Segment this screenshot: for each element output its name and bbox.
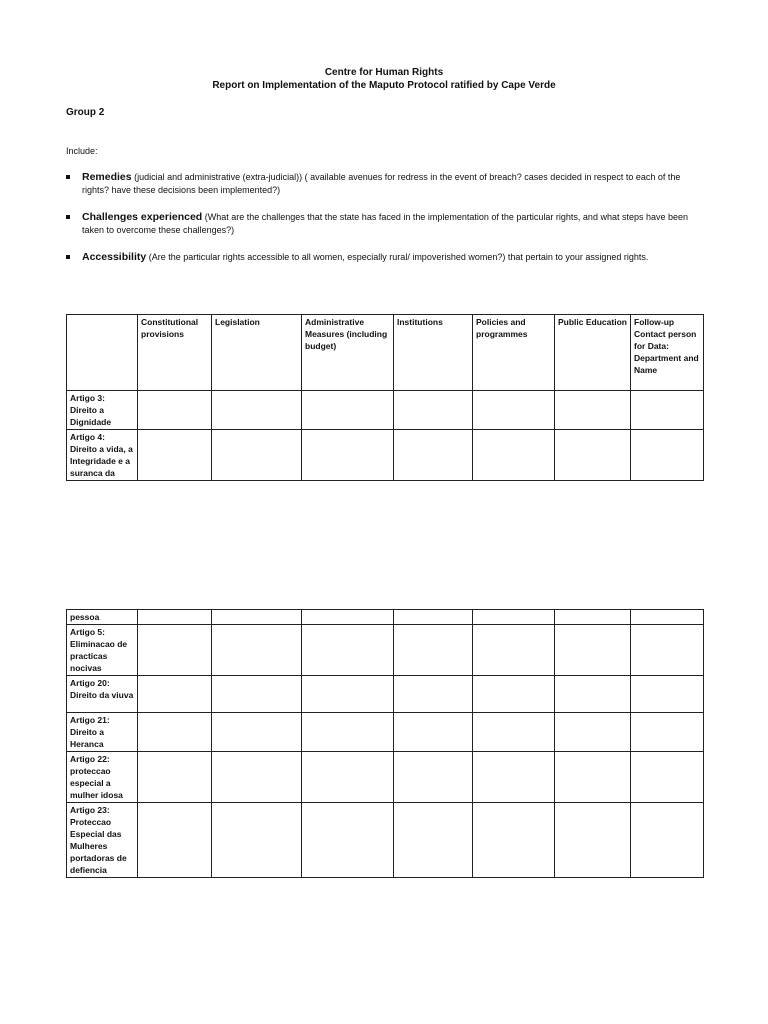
table-row [67, 610, 704, 625]
table-cell [555, 610, 631, 625]
list-item [66, 171, 696, 197]
table-cell [212, 713, 302, 752]
row-label: pessoa [67, 610, 138, 625]
table-row [67, 752, 704, 803]
implementation-table [66, 314, 704, 481]
table-cell [631, 803, 704, 878]
table-cell [631, 752, 704, 803]
table-cell [631, 430, 704, 481]
column-header: Public Education [555, 315, 631, 391]
document-title: Centre for Human Rights [324, 67, 444, 78]
table-header-row [67, 315, 704, 391]
table-cell [212, 676, 302, 713]
table-cell [302, 676, 394, 713]
bullet-term: Challenges experienced [82, 211, 203, 223]
table-row [67, 391, 704, 430]
table-cell [473, 430, 555, 481]
table-cell [555, 803, 631, 878]
table-cell [138, 430, 212, 481]
table-cell [394, 391, 473, 430]
table-cell [212, 430, 302, 481]
row-label: Artigo 21: Direito a Heranca [67, 713, 138, 752]
table-cell [555, 391, 631, 430]
table-cell [212, 752, 302, 803]
table-cell [473, 803, 555, 878]
column-header: Follow-up Contact person for Data: Department and Name [631, 315, 704, 391]
table-cell [473, 676, 555, 713]
row-label: Artigo 3: Direito a Dignidade [67, 391, 138, 430]
list-item [66, 251, 696, 264]
implementation-table-continued [66, 609, 704, 878]
table-cell [212, 391, 302, 430]
table-cell [394, 803, 473, 878]
column-header: Constitutional provisions [138, 315, 212, 391]
table-cell [555, 713, 631, 752]
table-cell [138, 610, 212, 625]
table-cell [212, 803, 302, 878]
table-cell [302, 752, 394, 803]
table-cell [138, 752, 212, 803]
table-cell [138, 625, 212, 676]
bullet-text: (Are the particular rights accessible to all women, especially rural/ impoverished women?) that pertain to your assigned rights. [146, 252, 649, 262]
bullet-icon [66, 255, 70, 259]
bullet-icon [66, 215, 70, 219]
row-label: Artigo 5: Eliminacao de practicas nocivas [67, 625, 138, 676]
table-cell [631, 391, 704, 430]
bullet-term: Remedies [82, 171, 132, 183]
table-cell [631, 625, 704, 676]
table-cell [302, 430, 394, 481]
row-label: Artigo 20: Direito da viuva [67, 676, 138, 713]
column-header [67, 315, 138, 391]
table-cell [394, 625, 473, 676]
table-cell [555, 430, 631, 481]
table-cell [138, 391, 212, 430]
table-cell [555, 676, 631, 713]
table-cell [473, 625, 555, 676]
row-label: Artigo 4: Direito a vida, a Integridade e a suranca da [67, 430, 138, 481]
document-subtitle: Report on Implementation of the Maputo Protocol ratified by Cape Verde [212, 80, 556, 91]
table-cell [473, 713, 555, 752]
table-cell [302, 625, 394, 676]
table-cell [302, 803, 394, 878]
table-cell [473, 752, 555, 803]
table-cell [212, 610, 302, 625]
column-header: Legislation [212, 315, 302, 391]
table-cell [555, 625, 631, 676]
table-cell [631, 610, 704, 625]
table-row [67, 430, 704, 481]
instruction-list [66, 171, 696, 278]
group-label: Group 2 [66, 107, 105, 118]
table-cell [138, 676, 212, 713]
bullet-icon [66, 175, 70, 179]
row-label: Artigo 22: proteccao especial a mulher idosa [67, 752, 138, 803]
table-row [67, 803, 704, 878]
table-cell [394, 610, 473, 625]
table-row [67, 676, 704, 713]
table-cell [473, 610, 555, 625]
table-cell [394, 713, 473, 752]
table-cell [394, 676, 473, 713]
column-header: Policies and programmes [473, 315, 555, 391]
table-cell [212, 625, 302, 676]
include-label: Include: [66, 146, 98, 156]
bullet-term: Accessibility [82, 251, 147, 263]
column-header: Administrative Measures (including budget) [302, 315, 394, 391]
bullet-text: (judicial and administrative (extra-judicial)) ( available avenues for redress in the event of breach? cases decided in respect to each of the rights? have these decisions been implemented?) [82, 172, 681, 195]
table-cell [631, 713, 704, 752]
table-cell [555, 752, 631, 803]
table-cell [302, 391, 394, 430]
row-label: Artigo 23: Proteccao Especial das Mulheres portadoras de defiencia [67, 803, 138, 878]
bullet-text: (What are the challenges that the state has faced in the implementation of the particular rights, and what steps have been taken to overcome these challenges?) [82, 212, 689, 235]
table-row [67, 713, 704, 752]
table-cell [302, 713, 394, 752]
table-cell [394, 752, 473, 803]
table-row [67, 625, 704, 676]
table-cell [302, 610, 394, 625]
table-cell [138, 803, 212, 878]
table-cell [473, 391, 555, 430]
column-header: Institutions [394, 315, 473, 391]
table-cell [138, 713, 212, 752]
table-cell [631, 676, 704, 713]
table-cell [394, 430, 473, 481]
list-item [66, 211, 696, 237]
